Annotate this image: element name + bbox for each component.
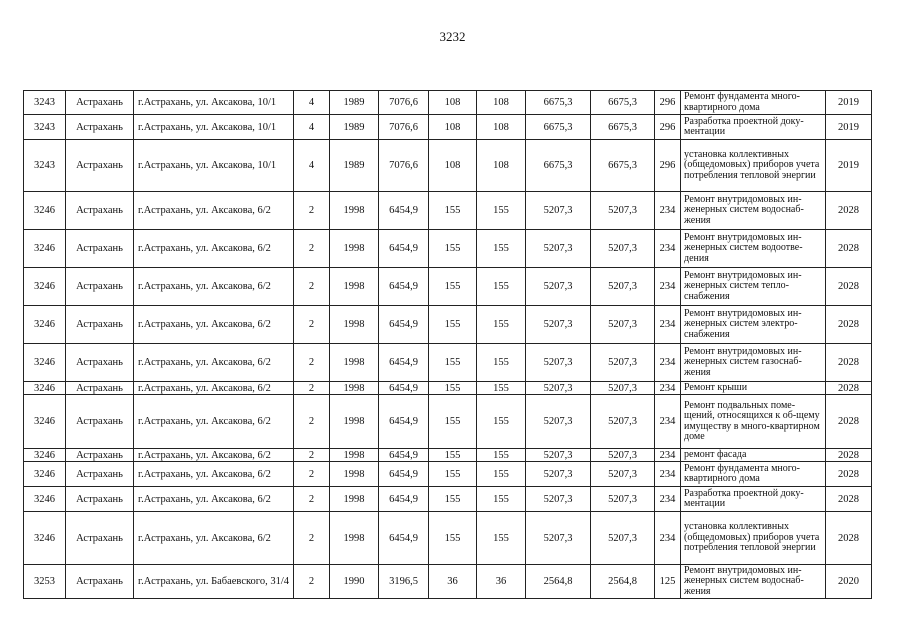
cell-area-total: 6454,9 — [379, 487, 429, 512]
cell-area-total: 7076,6 — [379, 140, 429, 192]
cell-year: 1998 — [330, 192, 379, 230]
cell-floors: 4 — [294, 140, 330, 192]
cell-city: Астрахань — [66, 140, 134, 192]
cell-address: г.Астрахань, ул. Аксакова, 10/1 — [134, 91, 294, 115]
cell-work-type: Ремонт внутридомовых ин-женерных систем водоснаб-жения — [681, 565, 826, 599]
cell-residents-a: 155 — [429, 344, 477, 382]
cell-plan-year: 2019 — [826, 140, 872, 192]
cell-count: 234 — [655, 487, 681, 512]
cell-id: 3246 — [24, 462, 66, 487]
cell-plan-year: 2019 — [826, 115, 872, 140]
table-row — [24, 192, 872, 230]
cell-area-b: 5207,3 — [591, 512, 655, 565]
cell-address: г.Астрахань, ул. Аксакова, 6/2 — [134, 395, 294, 449]
cell-count: 234 — [655, 449, 681, 462]
cell-work-type: Ремонт внутридомовых ин-женерных систем водоснаб-жения — [681, 192, 826, 230]
cell-year: 1998 — [330, 512, 379, 565]
capital-repair-table — [23, 90, 872, 599]
cell-id: 3246 — [24, 230, 66, 268]
cell-floors: 4 — [294, 91, 330, 115]
cell-plan-year: 2028 — [826, 462, 872, 487]
cell-work-type: Ремонт внутридомовых ин-женерных систем газоснаб-жения — [681, 344, 826, 382]
table-row — [24, 230, 872, 268]
cell-plan-year: 2028 — [826, 268, 872, 306]
cell-count: 234 — [655, 395, 681, 449]
cell-area-b: 5207,3 — [591, 449, 655, 462]
cell-area-a: 5207,3 — [526, 487, 591, 512]
table-row — [24, 268, 872, 306]
cell-area-a: 5207,3 — [526, 230, 591, 268]
cell-year: 1998 — [330, 395, 379, 449]
cell-address: г.Астрахань, ул. Аксакова, 6/2 — [134, 268, 294, 306]
cell-count: 234 — [655, 462, 681, 487]
cell-residents-b: 155 — [477, 395, 526, 449]
cell-plan-year: 2028 — [826, 382, 872, 395]
cell-id: 3246 — [24, 395, 66, 449]
cell-address: г.Астрахань, ул. Бабаевского, 31/4 — [134, 565, 294, 599]
cell-year: 1998 — [330, 306, 379, 344]
cell-floors: 2 — [294, 512, 330, 565]
table-row — [24, 306, 872, 344]
cell-area-a: 5207,3 — [526, 395, 591, 449]
cell-work-type: Ремонт внутридомовых ин-женерных систем электро-снабжения — [681, 306, 826, 344]
cell-count: 234 — [655, 306, 681, 344]
cell-year: 1998 — [330, 462, 379, 487]
cell-city: Астрахань — [66, 512, 134, 565]
cell-plan-year: 2028 — [826, 512, 872, 565]
cell-work-type: Ремонт подвальных поме-щений, относящихся к об-щему имуществу в много-квартирном доме — [681, 395, 826, 449]
cell-address: г.Астрахань, ул. Аксакова, 6/2 — [134, 306, 294, 344]
cell-area-total: 6454,9 — [379, 462, 429, 487]
cell-id: 3246 — [24, 344, 66, 382]
table-body — [24, 91, 872, 599]
cell-area-a: 5207,3 — [526, 306, 591, 344]
cell-residents-a: 108 — [429, 91, 477, 115]
cell-city: Астрахань — [66, 565, 134, 599]
cell-floors: 2 — [294, 268, 330, 306]
cell-city: Астрахань — [66, 192, 134, 230]
cell-residents-b: 108 — [477, 115, 526, 140]
cell-city: Астрахань — [66, 268, 134, 306]
cell-count: 296 — [655, 140, 681, 192]
table-row — [24, 487, 872, 512]
cell-area-a: 5207,3 — [526, 512, 591, 565]
cell-residents-a: 108 — [429, 115, 477, 140]
cell-year: 1998 — [330, 449, 379, 462]
cell-area-a: 5207,3 — [526, 344, 591, 382]
cell-plan-year: 2028 — [826, 306, 872, 344]
cell-id: 3243 — [24, 140, 66, 192]
cell-floors: 2 — [294, 565, 330, 599]
cell-year: 1990 — [330, 565, 379, 599]
cell-work-type: Разработка проектной доку-ментации — [681, 115, 826, 140]
cell-residents-b: 36 — [477, 565, 526, 599]
cell-id: 3246 — [24, 512, 66, 565]
cell-area-total: 6454,9 — [379, 382, 429, 395]
cell-residents-b: 155 — [477, 382, 526, 395]
cell-plan-year: 2028 — [826, 192, 872, 230]
cell-area-total: 6454,9 — [379, 395, 429, 449]
cell-area-b: 5207,3 — [591, 268, 655, 306]
cell-residents-b: 155 — [477, 230, 526, 268]
cell-area-total: 6454,9 — [379, 192, 429, 230]
cell-year: 1998 — [330, 487, 379, 512]
cell-count: 234 — [655, 382, 681, 395]
cell-plan-year: 2028 — [826, 487, 872, 512]
cell-floors: 2 — [294, 449, 330, 462]
cell-city: Астрахань — [66, 306, 134, 344]
cell-city: Астрахань — [66, 91, 134, 115]
cell-area-total: 3196,5 — [379, 565, 429, 599]
cell-residents-a: 155 — [429, 382, 477, 395]
cell-area-b: 6675,3 — [591, 140, 655, 192]
cell-work-type: Ремонт внутридомовых ин-женерных систем тепло-снабжения — [681, 268, 826, 306]
cell-floors: 2 — [294, 487, 330, 512]
cell-work-type: Разработка проектной доку-ментации — [681, 487, 826, 512]
cell-residents-b: 155 — [477, 487, 526, 512]
cell-count: 125 — [655, 565, 681, 599]
cell-residents-a: 155 — [429, 395, 477, 449]
cell-id: 3246 — [24, 192, 66, 230]
cell-floors: 2 — [294, 395, 330, 449]
cell-id: 3246 — [24, 449, 66, 462]
cell-area-b: 6675,3 — [591, 91, 655, 115]
cell-floors: 2 — [294, 306, 330, 344]
cell-address: г.Астрахань, ул. Аксакова, 10/1 — [134, 115, 294, 140]
cell-address: г.Астрахань, ул. Аксакова, 6/2 — [134, 462, 294, 487]
cell-floors: 2 — [294, 344, 330, 382]
cell-id: 3246 — [24, 268, 66, 306]
cell-address: г.Астрахань, ул. Аксакова, 6/2 — [134, 512, 294, 565]
cell-city: Астрахань — [66, 462, 134, 487]
table-row — [24, 449, 872, 462]
table-row — [24, 115, 872, 140]
cell-floors: 2 — [294, 462, 330, 487]
cell-plan-year: 2028 — [826, 230, 872, 268]
cell-area-total: 7076,6 — [379, 91, 429, 115]
cell-city: Астрахань — [66, 487, 134, 512]
cell-residents-a: 155 — [429, 512, 477, 565]
cell-count: 234 — [655, 192, 681, 230]
cell-city: Астрахань — [66, 230, 134, 268]
cell-floors: 2 — [294, 382, 330, 395]
cell-area-a: 6675,3 — [526, 115, 591, 140]
cell-area-a: 5207,3 — [526, 382, 591, 395]
cell-year: 1998 — [330, 382, 379, 395]
cell-area-b: 5207,3 — [591, 382, 655, 395]
cell-residents-b: 155 — [477, 268, 526, 306]
table-row — [24, 512, 872, 565]
table-row — [24, 344, 872, 382]
cell-area-a: 2564,8 — [526, 565, 591, 599]
cell-count: 234 — [655, 512, 681, 565]
cell-plan-year: 2019 — [826, 91, 872, 115]
cell-residents-b: 155 — [477, 192, 526, 230]
cell-area-b: 5207,3 — [591, 344, 655, 382]
cell-work-type: ремонт фасада — [681, 449, 826, 462]
cell-year: 1989 — [330, 115, 379, 140]
cell-city: Астрахань — [66, 449, 134, 462]
cell-address: г.Астрахань, ул. Аксакова, 10/1 — [134, 140, 294, 192]
cell-area-total: 6454,9 — [379, 512, 429, 565]
cell-id: 3253 — [24, 565, 66, 599]
cell-city: Астрахань — [66, 382, 134, 395]
cell-residents-b: 108 — [477, 91, 526, 115]
cell-residents-a: 155 — [429, 449, 477, 462]
cell-area-b: 5207,3 — [591, 192, 655, 230]
cell-area-a: 5207,3 — [526, 449, 591, 462]
table-row — [24, 140, 872, 192]
cell-residents-b: 155 — [477, 344, 526, 382]
cell-work-type: Ремонт крыши — [681, 382, 826, 395]
cell-residents-a: 155 — [429, 487, 477, 512]
cell-residents-a: 155 — [429, 192, 477, 230]
cell-area-a: 5207,3 — [526, 462, 591, 487]
cell-area-a: 5207,3 — [526, 192, 591, 230]
cell-area-b: 5207,3 — [591, 487, 655, 512]
cell-residents-a: 155 — [429, 230, 477, 268]
cell-plan-year: 2028 — [826, 449, 872, 462]
cell-city: Астрахань — [66, 344, 134, 382]
table-row — [24, 382, 872, 395]
cell-id: 3246 — [24, 306, 66, 344]
cell-address: г.Астрахань, ул. Аксакова, 6/2 — [134, 192, 294, 230]
cell-count: 296 — [655, 91, 681, 115]
cell-year: 1989 — [330, 91, 379, 115]
cell-residents-b: 155 — [477, 512, 526, 565]
cell-count: 234 — [655, 344, 681, 382]
cell-floors: 2 — [294, 230, 330, 268]
cell-address: г.Астрахань, ул. Аксакова, 6/2 — [134, 449, 294, 462]
cell-residents-b: 155 — [477, 449, 526, 462]
cell-plan-year: 2028 — [826, 344, 872, 382]
cell-year: 1998 — [330, 230, 379, 268]
cell-residents-a: 36 — [429, 565, 477, 599]
cell-floors: 2 — [294, 192, 330, 230]
cell-area-total: 6454,9 — [379, 449, 429, 462]
cell-floors: 4 — [294, 115, 330, 140]
cell-area-b: 5207,3 — [591, 230, 655, 268]
cell-area-a: 6675,3 — [526, 91, 591, 115]
cell-city: Астрахань — [66, 115, 134, 140]
cell-residents-b: 155 — [477, 462, 526, 487]
cell-year: 1998 — [330, 268, 379, 306]
cell-id: 3243 — [24, 115, 66, 140]
cell-residents-a: 155 — [429, 306, 477, 344]
cell-area-b: 6675,3 — [591, 115, 655, 140]
cell-city: Астрахань — [66, 395, 134, 449]
cell-address: г.Астрахань, ул. Аксакова, 6/2 — [134, 344, 294, 382]
cell-work-type: установка коллективных (общедомовых) приборов учета потребления тепловой энергии — [681, 140, 826, 192]
cell-residents-b: 108 — [477, 140, 526, 192]
cell-work-type: Ремонт внутридомовых ин-женерных систем водоотве-дения — [681, 230, 826, 268]
cell-area-b: 5207,3 — [591, 306, 655, 344]
cell-work-type: Ремонт фундамента много-квартирного дома — [681, 91, 826, 115]
cell-id: 3246 — [24, 487, 66, 512]
cell-residents-a: 108 — [429, 140, 477, 192]
cell-area-total: 6454,9 — [379, 306, 429, 344]
cell-id: 3246 — [24, 382, 66, 395]
cell-work-type: Ремонт фундамента много-квартирного дома — [681, 462, 826, 487]
table-row — [24, 462, 872, 487]
cell-year: 1989 — [330, 140, 379, 192]
cell-plan-year: 2028 — [826, 395, 872, 449]
cell-residents-a: 155 — [429, 462, 477, 487]
cell-area-total: 6454,9 — [379, 230, 429, 268]
cell-area-a: 5207,3 — [526, 268, 591, 306]
cell-plan-year: 2020 — [826, 565, 872, 599]
cell-work-type: установка коллективных (общедомовых) приборов учета потребления тепловой энергии — [681, 512, 826, 565]
cell-area-total: 6454,9 — [379, 344, 429, 382]
cell-address: г.Астрахань, ул. Аксакова, 6/2 — [134, 382, 294, 395]
cell-address: г.Астрахань, ул. Аксакова, 6/2 — [134, 487, 294, 512]
cell-residents-a: 155 — [429, 268, 477, 306]
page-number: 3232 — [439, 29, 466, 44]
table-row — [24, 395, 872, 449]
cell-address: г.Астрахань, ул. Аксакова, 6/2 — [134, 230, 294, 268]
table-row — [24, 565, 872, 599]
cell-area-total: 6454,9 — [379, 268, 429, 306]
cell-area-b: 2564,8 — [591, 565, 655, 599]
cell-residents-b: 155 — [477, 306, 526, 344]
cell-count: 296 — [655, 115, 681, 140]
cell-area-b: 5207,3 — [591, 395, 655, 449]
cell-count: 234 — [655, 268, 681, 306]
cell-area-total: 7076,6 — [379, 115, 429, 140]
cell-count: 234 — [655, 230, 681, 268]
cell-year: 1998 — [330, 344, 379, 382]
cell-id: 3243 — [24, 91, 66, 115]
cell-area-b: 5207,3 — [591, 462, 655, 487]
cell-area-a: 6675,3 — [526, 140, 591, 192]
table-row — [24, 91, 872, 115]
